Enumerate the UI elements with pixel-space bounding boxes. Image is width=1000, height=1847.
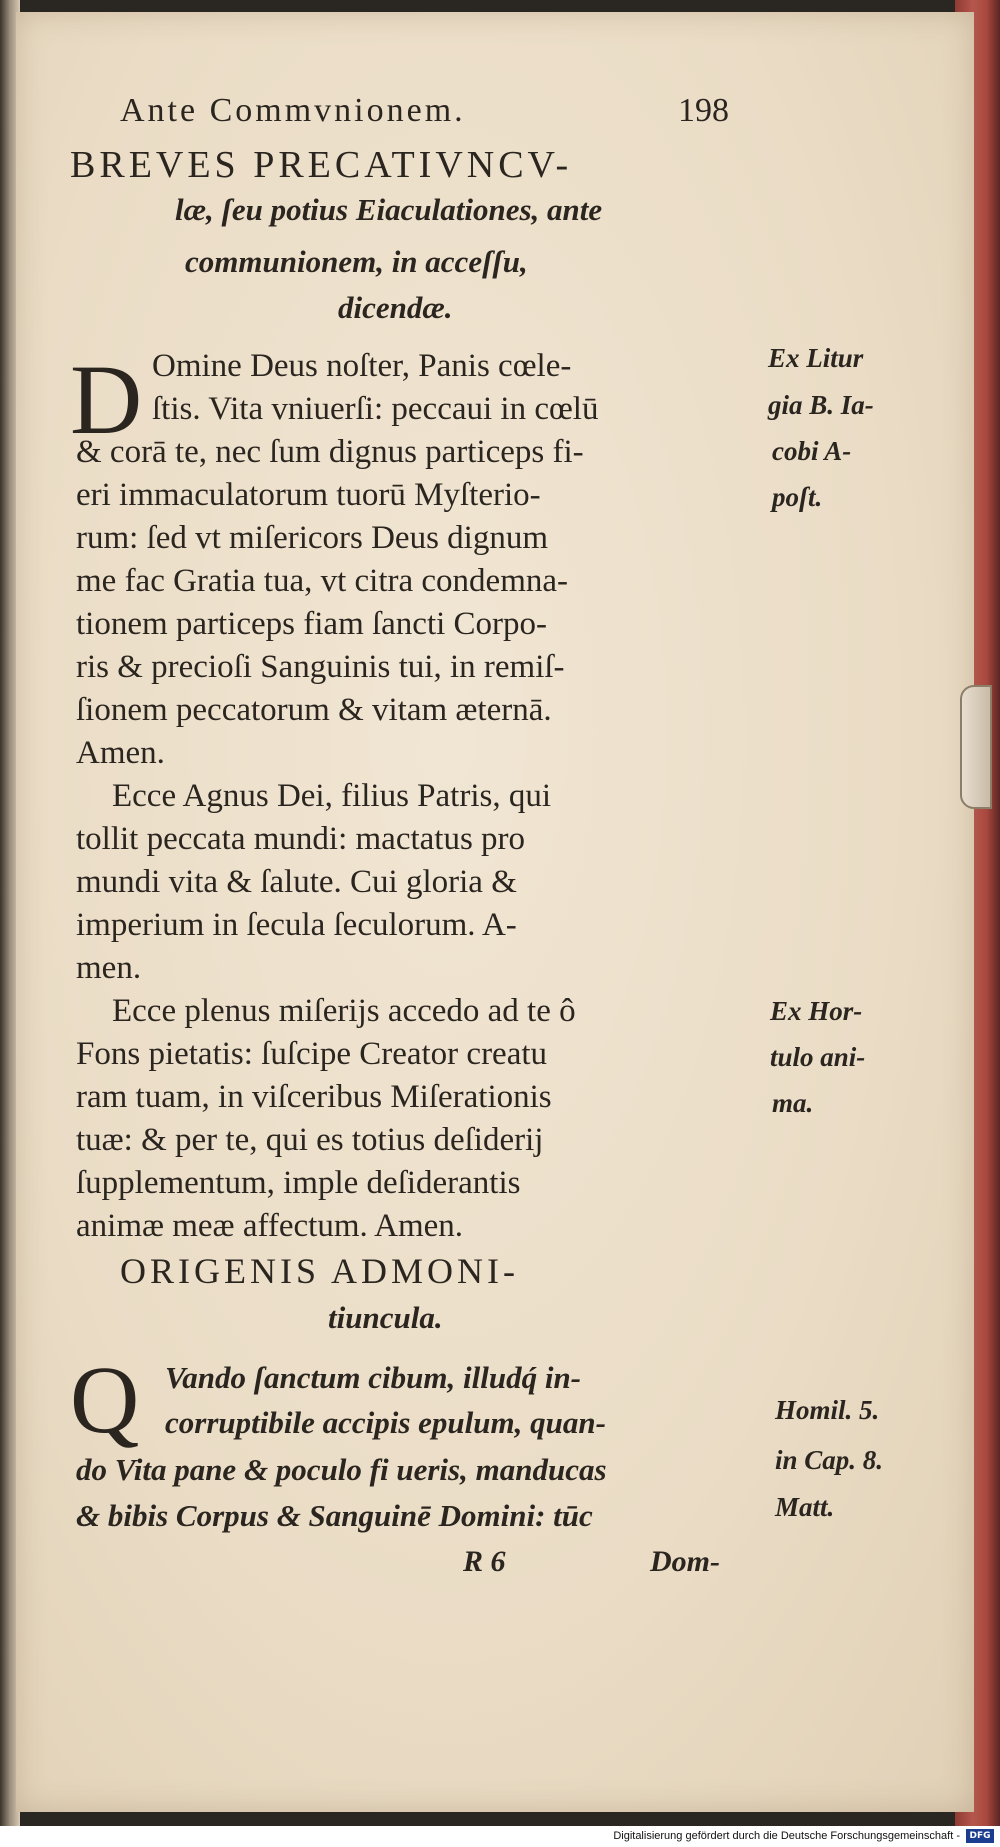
prayer3-line: animæ meæ affectum. Amen. — [76, 1208, 464, 1244]
prayer1-line: rum: ſed vt miſericors Deus dignum — [76, 520, 549, 556]
credit-text: Digitalisierung gefördert durch die Deutsche Forschungsgemeinschaft - — [613, 1830, 960, 1842]
dfg-logo: DFG — [966, 1829, 994, 1843]
title-line-4: dicendæ. — [338, 290, 453, 325]
margin-note-homil: in Cap. 8. — [775, 1445, 884, 1475]
folio-number: 198 — [678, 92, 729, 129]
margin-note-liturgia: Ex Litur — [768, 343, 864, 373]
prayer3-line: Fons pietatis: ſuſcipe Creator creatu — [76, 1036, 548, 1072]
prayer2-line: imperium in ſecula ſeculorum. A- — [76, 907, 517, 943]
prayer1-line: & corā te, nec ſum dignus particeps fi- — [76, 434, 584, 470]
margin-note-liturgia: cobi A- — [772, 436, 852, 466]
prayer1-line: eri immaculatorum tuorū Myſterio- — [76, 477, 541, 513]
prayer1-line: me fac Gratia tua, vt citra condemna- — [76, 563, 569, 599]
section2-line: corruptibile accipis epulum, quan- — [165, 1405, 606, 1440]
prayer1-line: ris & precioſi Sanguinis tui, in remiſ- — [76, 649, 565, 685]
title-line-2: læ, ſeu potius Eiaculationes, ante — [175, 192, 603, 227]
margin-note-hortulus: Ex Hor- — [770, 996, 863, 1026]
prayer2-line: men. — [76, 950, 142, 986]
prayer2-line: mundi vita & ſalute. Cui gloria & — [76, 864, 517, 900]
margin-note-homil: Matt. — [775, 1492, 835, 1522]
margin-note-hortulus: tulo ani- — [770, 1042, 866, 1072]
catchword: Dom- — [650, 1545, 720, 1578]
margin-note-hortulus: ma. — [772, 1088, 814, 1118]
prayer2-line: tollit peccata mundi: mactatus pro — [76, 821, 526, 857]
section2-line: Vando ſanctum cibum, illudq́ in- — [165, 1360, 582, 1395]
section2-line: & bibis Corpus & Sanguinē Domini: tūc — [76, 1498, 593, 1533]
margin-note-homil: Homil. 5. — [775, 1395, 880, 1425]
bookmark-tab — [960, 685, 992, 809]
prayer3-line: ſupplementum, imple deſiderantis — [76, 1165, 521, 1201]
digitization-credit-bar — [0, 1826, 1000, 1847]
running-head: Ante Commvnionem. — [120, 92, 466, 129]
prayer2-line: Ecce Agnus Dei, filius Patris, qui — [112, 778, 552, 814]
title-line-3: communionem, in acceſſu, — [185, 244, 528, 279]
dropcap-d: D — [70, 344, 143, 455]
prayer3-line: tuæ: & per te, qui es totius deſiderij — [76, 1122, 544, 1158]
title-line-1: BREVES PRECATIVNCV- — [70, 144, 573, 186]
prayer1-line: ſtis. Vita vniuerſi: peccaui in cœlū — [152, 391, 599, 427]
prayer1-line: ſionem peccatorum & vitam æternā. — [76, 692, 552, 728]
prayer3-line: Ecce plenus miſerijs accedo ad te ô — [112, 993, 576, 1029]
section-subheading: tiuncula. — [328, 1300, 443, 1335]
prayer3-line: ram tuam, in viſceribus Miſerationis — [76, 1079, 552, 1115]
signature-mark: R 6 — [463, 1545, 506, 1578]
prayer1-line: Amen. — [76, 735, 165, 771]
dropcap-q: Q — [70, 1346, 140, 1453]
prayer1-line: Omine Deus noſter, Panis cœle- — [152, 348, 572, 384]
section2-line: do Vita pane & poculo fi ueris, manducas — [76, 1452, 607, 1487]
margin-note-liturgia: poſt. — [772, 482, 823, 512]
prayer1-line: tionem particeps fiam ſancti Corpo- — [76, 606, 548, 642]
section-heading: ORIGENIS ADMONI- — [120, 1251, 519, 1291]
margin-note-liturgia: gia B. Ia- — [768, 390, 874, 420]
